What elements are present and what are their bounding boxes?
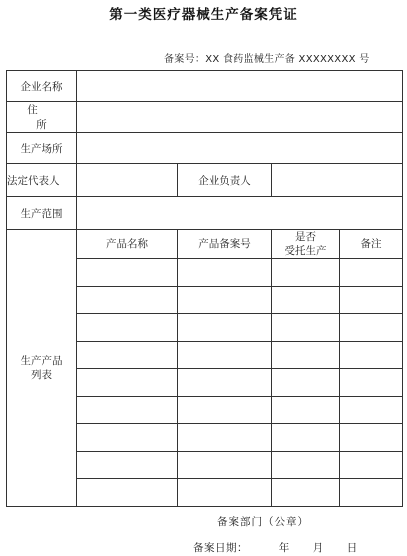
- company-principal-label: 企业负责人: [178, 164, 272, 197]
- product-record-no-cell[interactable]: [178, 424, 272, 452]
- production-site-value[interactable]: [77, 133, 403, 164]
- entrusted-cell[interactable]: [272, 369, 340, 397]
- entrusted-cell[interactable]: [272, 479, 340, 507]
- remarks-cell[interactable]: [340, 396, 403, 424]
- product-record-no-cell[interactable]: [178, 314, 272, 342]
- product-name-cell[interactable]: [77, 259, 178, 287]
- product-name-cell[interactable]: [77, 369, 178, 397]
- company-principal-value[interactable]: [272, 164, 403, 197]
- product-record-no-cell[interactable]: [178, 286, 272, 314]
- entrusted-cell[interactable]: [272, 314, 340, 342]
- column-product-record-no: 产品备案号: [178, 230, 272, 259]
- product-list-label-line1: 生产产品: [20, 355, 63, 368]
- product-name-cell[interactable]: [77, 341, 178, 369]
- company-name-value[interactable]: [77, 71, 403, 102]
- product-name-cell[interactable]: [77, 396, 178, 424]
- remarks-cell[interactable]: [340, 479, 403, 507]
- legal-representative-label: 法定代表人: [7, 164, 77, 197]
- entrusted-cell[interactable]: [272, 396, 340, 424]
- product-list-label-line2: 列表: [31, 369, 52, 382]
- remarks-cell[interactable]: [340, 424, 403, 452]
- product-name-cell[interactable]: [77, 424, 178, 452]
- entrusted-cell[interactable]: [272, 341, 340, 369]
- address-label: [7, 102, 77, 133]
- column-entrusted-line2: 受托生产: [284, 245, 327, 258]
- certificate-form-table: [6, 70, 403, 507]
- remarks-cell[interactable]: [340, 286, 403, 314]
- remarks-cell[interactable]: [340, 341, 403, 369]
- entrusted-cell[interactable]: [272, 424, 340, 452]
- document-title: 第一类医疗器械生产备案凭证: [109, 7, 298, 23]
- entrusted-cell[interactable]: [272, 259, 340, 287]
- remarks-cell[interactable]: [340, 451, 403, 479]
- company-name-label: 企业名称: [7, 71, 77, 102]
- column-entrusted-line1: 是否: [295, 231, 316, 244]
- entrusted-cell[interactable]: [272, 451, 340, 479]
- entrusted-cell[interactable]: [272, 286, 340, 314]
- production-scope-label: 生产范围: [7, 197, 77, 230]
- remarks-cell[interactable]: [340, 369, 403, 397]
- record-number: 备案号：XX 食药监械生产备 XXXXXXXX 号: [164, 54, 370, 65]
- product-record-no-cell[interactable]: [178, 396, 272, 424]
- remarks-cell[interactable]: [340, 314, 403, 342]
- product-list-label: [7, 230, 77, 507]
- product-name-cell[interactable]: [77, 451, 178, 479]
- product-name-cell[interactable]: [77, 479, 178, 507]
- product-record-no-cell[interactable]: [178, 341, 272, 369]
- production-scope-value[interactable]: [77, 197, 403, 230]
- address-label-text: 住 所: [27, 104, 65, 132]
- production-site-label: 生产场所: [7, 133, 77, 164]
- column-entrusted-production: [272, 230, 340, 259]
- product-record-no-cell[interactable]: [178, 369, 272, 397]
- address-value[interactable]: [77, 102, 403, 133]
- column-remarks: 备注: [340, 230, 403, 259]
- filing-date: 备案日期： 年 月 日: [193, 542, 358, 554]
- product-record-no-cell[interactable]: [178, 451, 272, 479]
- legal-representative-value[interactable]: [77, 164, 178, 197]
- filing-department: 备案部门（公章）: [217, 516, 309, 528]
- product-record-no-cell[interactable]: [178, 479, 272, 507]
- product-name-cell[interactable]: [77, 314, 178, 342]
- remarks-cell[interactable]: [340, 259, 403, 287]
- product-name-cell[interactable]: [77, 286, 178, 314]
- column-product-name: 产品名称: [77, 230, 178, 259]
- product-record-no-cell[interactable]: [178, 259, 272, 287]
